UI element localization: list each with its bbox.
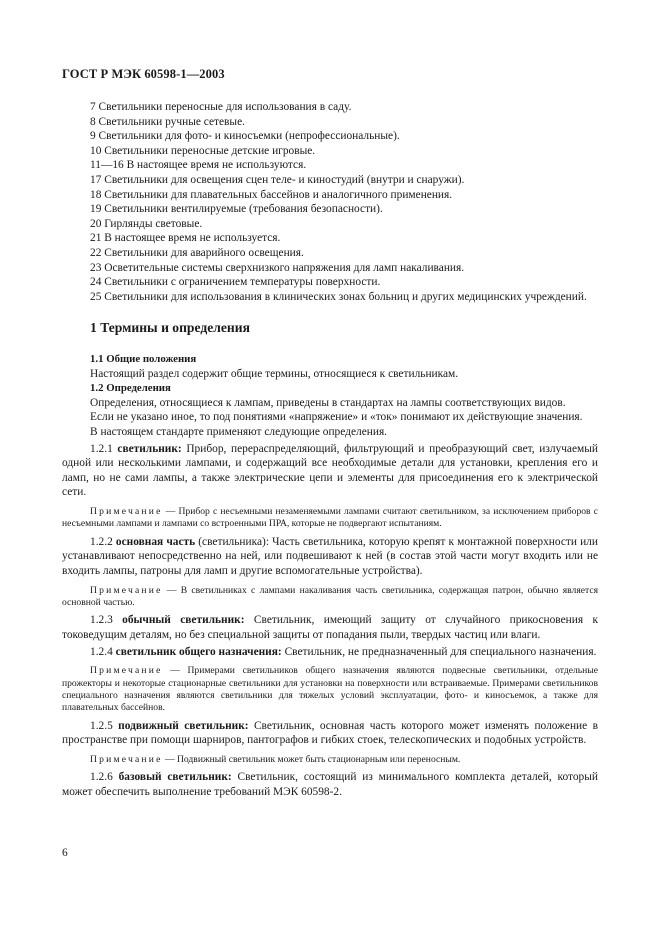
definition-number: 1.2.2 <box>90 535 113 548</box>
definition-term: светильник: <box>117 442 182 455</box>
list-item: 23 Осветительные системы сверхнизкого напряжения для ламп накаливания. <box>90 261 465 274</box>
note-text: — Примерами светильников общего назначения являются подвесные светильники, отдельные прожекторы и некоторые стационарные светильники для установки на поверхности или встраиваемые. Примерами светильников специального назначения являются светильники для тяжелых условий эксплуатации, фото- и киносъемок, а также для плавательных бассейнов. <box>62 665 598 714</box>
note <box>62 506 598 531</box>
note-text: — В светильниках с лампами накаливания часть светильника, содержащая патрон, обычно является основной частью. <box>62 584 598 608</box>
subsection-title-definitions: 1.2 Определения <box>90 382 171 395</box>
definition-luminaire <box>62 442 598 500</box>
definition-number: 1.2.5 <box>90 719 113 732</box>
note-label: Примечание <box>90 505 163 517</box>
definition-text: (светильника): Часть светильника, которую крепят к монтажной поверхности или устанавливают непосредственно на ней, или подвешивают к ней (в состав этой части могут входить или не входить лампы, патроны для ламп и другие вспомогательные устройства). <box>62 535 598 577</box>
definition-text: Светильник, не предназначенный для специального назначения. <box>284 645 597 658</box>
note-label: Примечание <box>90 753 163 765</box>
definition-number: 1.2.1 <box>90 442 113 455</box>
definition-term: подвижный светильник: <box>118 719 249 732</box>
definition-term: базовый светильник: <box>118 771 232 784</box>
note <box>62 754 598 766</box>
definition-number: 1.2.3 <box>90 614 113 627</box>
definition-text: Прибор, перераспределяющий, фильтрующий и преобразующий свет, излучаемый одной или несколькими лампами, и содержащий все необходимые детали для установки, крепления его и ламп, но не сами лампы, а также электрические цепи и элементы для присоединения его к электрической сети. <box>62 442 598 499</box>
list-item: 19 Светильники вентилируемые (требования безопасности). <box>90 203 383 216</box>
note <box>62 585 598 610</box>
list-item: 11—16 В настоящее время не используются. <box>90 159 307 172</box>
list-item: 24 Светильники с ограничением температуры поверхности. <box>90 276 381 289</box>
list-item: 9 Светильники для фото- и киносъемки (непрофессиональные). <box>90 130 400 143</box>
definition-ordinary-luminaire <box>62 613 598 642</box>
definition-number: 1.2.4 <box>90 645 113 658</box>
luminaire-list <box>62 100 598 304</box>
paragraph: Настоящий раздел содержит общие термины, относящиеся к светильникам. <box>90 367 459 380</box>
subsection-title-general: 1.1 Общие положения <box>90 353 197 365</box>
note-label: Примечание <box>90 584 163 596</box>
definition-basic-luminaire <box>62 770 598 799</box>
list-item: 20 Гирлянды световые. <box>90 217 203 230</box>
list-item: 25 Светильники для использования в клинических зонах больниц и других медицинских учреждений. <box>90 290 587 303</box>
list-item: 22 Светильники для аварийного освещения. <box>90 246 304 259</box>
definition-adjustable-luminaire <box>62 719 598 748</box>
paragraph: В настоящем стандарте применяют следующие определения. <box>90 425 388 438</box>
page-number: 6 <box>62 847 68 859</box>
definition-text: Светильник, имеющий защиту от случайного прикосновения к токоведущим деталям, но без специальной защиты от попадания пыли, твердых частиц или влаги. <box>62 614 598 641</box>
note-text: — Подвижный светильник может быть стационарным или переносным. <box>164 753 461 765</box>
note-text: — Прибор с несъемными незаменяемыми лампами считают светильником, за исключением приборов с несъемными лампами и лампами со встроенными ПРА, которые не подвергают испытаниям. <box>62 505 598 530</box>
note <box>62 665 598 715</box>
list-item: 7 Светильники переносные для использования в саду. <box>90 101 352 113</box>
list-item: 17 Светильники для освещения сцен теле- и киностудий (внутри и снаружи). <box>90 173 465 186</box>
section-title: 1 Термины и определения <box>90 320 250 335</box>
definition-term: основная часть <box>115 535 196 548</box>
list-item: 18 Светильники для плавательных бассейнов и аналогичного применения. <box>90 188 453 201</box>
list-item: 8 Светильники ручные сетевые. <box>90 115 245 128</box>
definition-general-purpose <box>62 645 598 660</box>
list-item: 21 В настоящее время не используется. <box>90 232 281 245</box>
document-header: ГОСТ Р МЭК 60598-1—2003 <box>62 67 225 81</box>
definition-main-part <box>62 535 598 579</box>
section-body <box>62 352 598 800</box>
definition-text: Светильник, основная часть которого может изменять положение в пространстве при помощи шарниров, пантографов и гибких стоек, телескопических и подобных устройств. <box>62 719 598 747</box>
definition-term: обычный светильник: <box>122 614 245 627</box>
paragraph: Определения, относящиеся к лампам, приведены в стандартах на лампы соответствующих видов. <box>90 396 566 409</box>
list-item: 10 Светильники переносные детские игровые. <box>90 144 316 157</box>
paragraph: Если не указано иное, то под понятиями «напряжение» и «ток» понимают их действующие значения. <box>90 411 583 424</box>
note-label: Примечание <box>90 665 163 677</box>
definition-term: светильник общего назначения: <box>115 645 282 658</box>
definition-number: 1.2.6 <box>90 771 113 784</box>
definition-text: Светильник, состоящий из минимального комплекта деталей, который может обеспечить выполнение требований МЭК 60598-2. <box>62 771 598 798</box>
